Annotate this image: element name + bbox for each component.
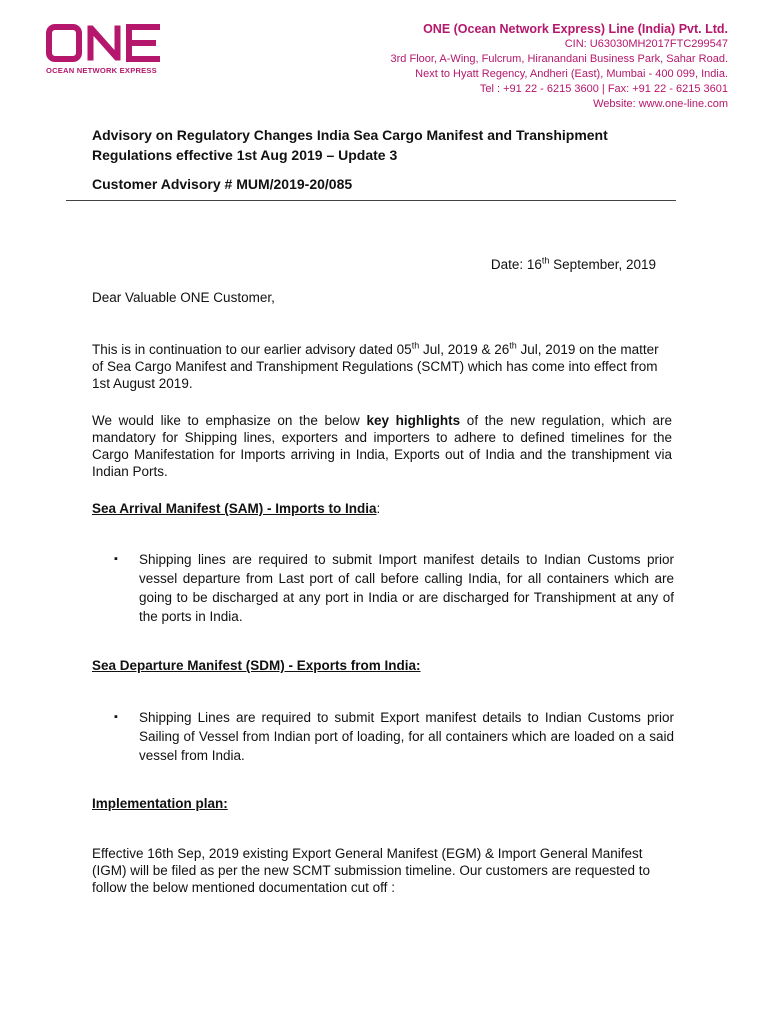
company-address-block bbox=[391, 22, 728, 112]
company-logo bbox=[46, 24, 164, 75]
logo-letter-e bbox=[126, 24, 160, 62]
address-line-1: 3rd Floor, A-Wing, Fulcrum, Hiranandani Business Park, Sahar Road. bbox=[390, 53, 728, 65]
paragraph-implementation: Effective 16th Sep, 2019 existing Export General Manifest (EGM) & Import General Manifest (IGM) will be filed as per the new SCMT submission timeline. Our customers are requested to follow the below mentioned documentation cut off : bbox=[92, 846, 650, 895]
list-item-sam bbox=[114, 550, 674, 626]
contact-phone: Tel : +91 22 - 6215 3600 | Fax: +91 22 - 6215 3601 bbox=[479, 83, 728, 95]
one-logo-mark bbox=[46, 24, 164, 62]
header-divider bbox=[66, 200, 676, 201]
logo-letter-n bbox=[86, 24, 122, 62]
address-line-2: Next to Hyatt Regency, Andheri (East), Mumbai - 400 099, India. bbox=[415, 68, 728, 80]
company-cin: CIN: U63030MH2017FTC299547 bbox=[564, 38, 728, 50]
salutation: Dear Valuable ONE Customer, bbox=[92, 290, 275, 305]
title-line-2: Regulations effective 1st Aug 2019 – Update 3 bbox=[92, 147, 398, 163]
advisory-number: Customer Advisory # MUM/2019-20/085 bbox=[92, 176, 353, 192]
section-heading-implementation: Implementation plan: bbox=[92, 796, 228, 811]
advisory-date: Date: 16th September, 2019 bbox=[490, 255, 656, 272]
list-item-sdm bbox=[114, 708, 674, 765]
logo-tagline: OCEAN NETWORK EXPRESS bbox=[46, 66, 157, 75]
advisory-title bbox=[92, 125, 672, 165]
sdm-bullet-text: Shipping Lines are required to submit Export manifest details to Indian Customs prior Sailing of Vessel from Indian port of loading, for all containers which are loaded on a said vessel from India. bbox=[139, 710, 674, 763]
paragraph-key-highlights: We would like to emphasize on the below key highlights of the new regulation, which are mandatory for Shipping lines, exporters and importers to adhere to defined timelines for the Cargo Manifestation for Imports arriving in India, Exports out of India and the transhipment via Indian Ports. bbox=[92, 413, 672, 479]
key-highlights-bold: key highlights bbox=[366, 413, 461, 428]
logo-letter-o bbox=[46, 24, 82, 62]
company-website[interactable]: Website: www.one-line.com bbox=[593, 98, 728, 110]
sam-bullet-text: Shipping lines are required to submit Import manifest details to Indian Customs prior vessel departure from Last port of call before calling India, for all containers which are going to be discharged at any port in India or are discharged for Transhipment at any of the ports in India. bbox=[139, 552, 674, 624]
bullet-icon: ▪ bbox=[114, 553, 118, 565]
section-heading-sdm: Sea Departure Manifest (SDM) - Exports from India: bbox=[92, 658, 421, 673]
bullet-icon: ▪ bbox=[114, 711, 118, 723]
section-heading-sam: Sea Arrival Manifest (SAM) - Imports to India: bbox=[92, 501, 381, 516]
company-name: ONE (Ocean Network Express) Line (India) Pvt. Ltd. bbox=[423, 22, 728, 36]
title-line-1: Advisory on Regulatory Changes India Sea Cargo Manifest and Transhipment bbox=[92, 127, 608, 143]
paragraph-continuation: This is in continuation to our earlier advisory dated 05th Jul, 2019 & 26th Jul, 2019 on the matter of Sea Cargo Manifest and Transhipment Regulations (SCMT) which has come into effect from 1st August 2019. bbox=[92, 340, 659, 391]
